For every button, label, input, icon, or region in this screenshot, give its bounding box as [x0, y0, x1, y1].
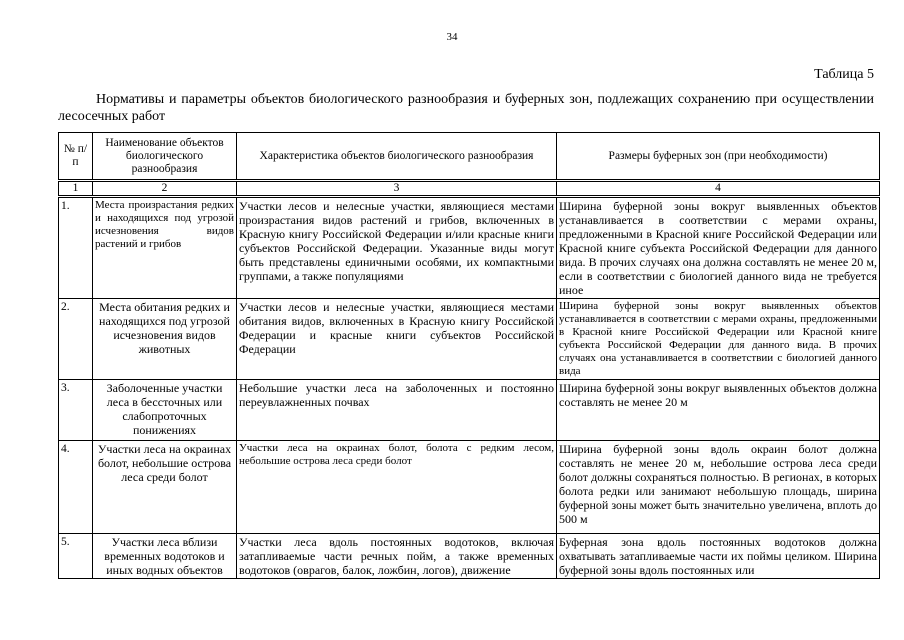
table-row	[59, 534, 880, 579]
table-header-row	[59, 133, 880, 181]
biodiversity-table	[58, 132, 880, 579]
table-caption-text: Нормативы и параметры объектов биологического разнообразия и буферных зон, подлежащих сохранению при осуществлении лесосечных работ	[58, 92, 874, 124]
row-buffer: Ширина буферной зоны вокруг выявленных объектов должна составлять не менее 20 м	[557, 380, 880, 441]
row-buffer: Ширина буферной зоны вокруг выявленных объектов устанавливается в соответствии с мерами охраны, предложенными в Красной книге Российской Федерации или Красной книге субъекта Российской Федерации для данного вида. В прочих случаях она должна составлять не менее 20 м, если в соответствии с биологией данного вида не требуется иное	[557, 197, 880, 299]
column-number: 1	[59, 181, 93, 197]
page-number: 34	[446, 31, 458, 43]
row-characteristic: Участки леса на окраинах болот, болота с редким лесом, небольшие острова леса среди болот	[237, 441, 557, 534]
column-number: 4	[557, 181, 880, 197]
row-num: 3.	[59, 380, 93, 441]
row-characteristic: Небольшие участки леса на заболоченных и постоянно переувлажненных почвах	[237, 380, 557, 441]
row-num: 1.	[59, 197, 93, 299]
row-characteristic: Участки лесов и нелесные участки, являющиеся местами обитания видов, включенных в Красную книгу Российской Федерации и красные книги субъектов Российской Федерации	[237, 299, 557, 380]
header-name: Наименование объектов биологического разнообразия	[93, 133, 237, 181]
table-row	[59, 380, 880, 441]
row-name: Места произрастания редких и находящихся под угрозой исчезновения видов растений и грибов	[93, 197, 237, 299]
row-name: Места обитания редких и находящихся под угрозой исчезновения видов животных	[93, 299, 237, 380]
row-num: 2.	[59, 299, 93, 380]
column-number: 2	[93, 181, 237, 197]
header-buffer: Размеры буферных зон (при необходимости)	[557, 133, 880, 181]
row-num: 5.	[59, 534, 93, 579]
row-name: Участки леса вблизи временных водотоков и иных водных объектов	[93, 534, 237, 579]
row-name: Участки леса на окраинах болот, небольшие острова леса среди болот	[93, 441, 237, 534]
header-num: № п/п	[59, 133, 93, 181]
table-row	[59, 299, 880, 380]
row-buffer: Ширина буферной зоны вокруг выявленных объектов устанавливается в соответствии с мерами охраны, предложенными в Красной книге Российской Федерации или Красной книге субъекта Российской Федерации для данного вида. В прочих случаях она устанавливается в соответствии с биологией данного вида	[557, 299, 880, 380]
row-name: Заболоченные участки леса в бессточных или слабопроточных понижениях	[93, 380, 237, 441]
column-number-row	[59, 181, 880, 197]
column-number: 3	[237, 181, 557, 197]
header-characteristic: Характеристика объектов биологического разнообразия	[237, 133, 557, 181]
table-label: Таблица 5	[814, 67, 874, 82]
row-buffer: Ширина буферной зоны вдоль окраин болот должна составлять не менее 20 м, небольшие острова леса среди болот должны сохраняться полностью. В регионах, в которых болота редки или занимают небольшую площадь, ширина буферной зоны может быть значительно увеличена, вплоть до 500 м	[557, 441, 880, 534]
row-num: 4.	[59, 441, 93, 534]
row-buffer: Буферная зона вдоль постоянных водотоков должна охватывать затапливаемые части их поймы целиком. Ширина буферной зоны вдоль постоянных или	[557, 534, 880, 579]
row-characteristic: Участки леса вдоль постоянных водотоков, включая затапливаемые части речных пойм, а также временных водотоков (оврагов, балок, ложбин, логов), движение	[237, 534, 557, 579]
table-row	[59, 197, 880, 299]
row-characteristic: Участки лесов и нелесные участки, являющиеся местами произрастания видов растений и грибов, включенных в Красную книгу Российской Федерации и/или красные книги субъектов Российской Федерации. Указанные виды могут быть представлены единичными особями, их компактными группами, а также популяциями	[237, 197, 557, 299]
table-caption	[58, 91, 874, 125]
table-row	[59, 441, 880, 534]
